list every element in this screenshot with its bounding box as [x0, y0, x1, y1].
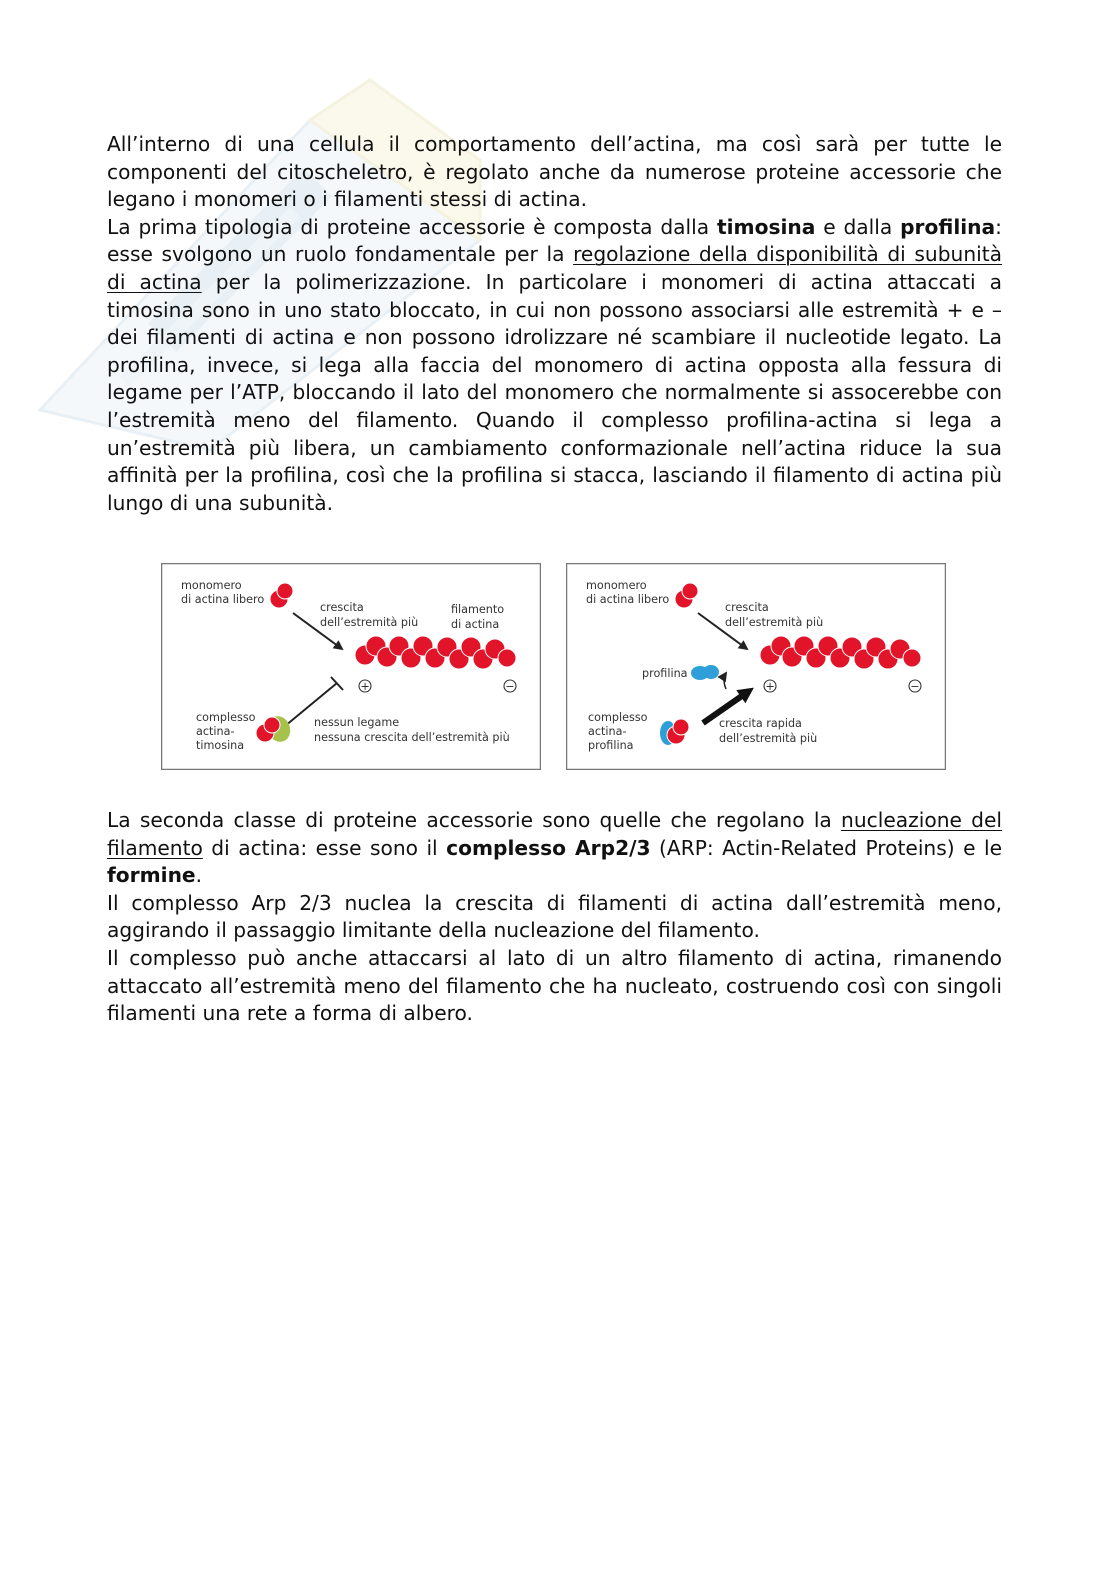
label-growth-1: crescita: [320, 601, 364, 614]
nucleation-paragraph-1: [107, 807, 1002, 890]
term-arp23: complesso Arp2/3: [446, 835, 651, 860]
label-complex-1: complesso: [588, 711, 648, 724]
intro-paragraph-2: [107, 214, 1002, 518]
label-nobind-1: nessun legame: [314, 716, 400, 729]
profilin-protein: [691, 665, 719, 680]
label-complex-3: timosina: [196, 739, 245, 752]
label-monomer-1: monomero: [181, 579, 242, 592]
label-filament-1: filamento: [451, 603, 505, 616]
plus-sign: +: [765, 680, 775, 693]
text-run: e dalla: [815, 214, 901, 239]
text-run: di actina: esse sono il: [202, 835, 447, 860]
label-complex-3: profilina: [588, 739, 634, 752]
intro-paragraph-1: All’interno di una cellula il comportamento dell’actina, ma così sarà per tutte le componenti del citoscheletro, è regolato anche da numerose proteine accessorie che legano i monomeri o i filamenti stessi di actina.: [107, 132, 1002, 212]
text-run: .: [195, 863, 203, 888]
nucleation-section: [107, 807, 1002, 1028]
label-complex-2: actina-: [588, 725, 627, 738]
text-run: La seconda classe di proteine accessorie sono quelle che regolano la: [107, 808, 842, 832]
text-run: La prima tipologia di proteine accessorie è composta dalla: [107, 214, 717, 239]
nucleation-paragraph-2: Il complesso Arp 2/3 nuclea la crescita di filamenti di actina dall’estremità meno, aggirando il passaggio limitante della nucleazione del filamento.: [107, 890, 1002, 943]
label-growth-1: crescita: [725, 601, 769, 614]
label-rapid-1: crescita rapida: [719, 717, 802, 730]
minus-sign: −: [505, 680, 515, 693]
plus-sign: +: [360, 680, 370, 693]
underlined-regolazione: regolazione della disponibilità di subunità di actina: [107, 242, 1003, 294]
nucleation-paragraph-3: Il complesso può anche attaccarsi al lato di un altro filamento di actina, rimanendo attaccato all’estremità meno del filamento che ha nucleato, costruendo così con singoli filamenti una rete a forma di albero.: [107, 945, 1002, 1026]
text-run: (ARP: Actin-Related Proteins) e le: [650, 835, 1002, 860]
label-monomer-2: di actina libero: [181, 593, 265, 606]
label-rapid-2: dell’estremità più: [719, 732, 818, 745]
term-formine: formine: [107, 863, 196, 888]
figure-thymosin: [161, 563, 541, 770]
minus-sign: −: [910, 680, 920, 693]
label-growth-2: dell’estremità più: [320, 616, 419, 629]
underlined-nucleazione: nucleazione del filamento: [107, 808, 1002, 860]
label-complex-2: actina-: [196, 725, 235, 738]
term-timosina: timosina: [716, 214, 816, 239]
label-filament-2: di actina: [451, 618, 500, 631]
label-growth-2: dell’estremità più: [725, 616, 824, 629]
label-complex-1: complesso: [196, 711, 256, 724]
label-nobind-2: nessuna crescita dell’estremità più: [314, 731, 510, 744]
text-run: per la polimerizzazione. In particolare i monomeri di actina attaccati a timosina sono in uno stato bloccato, in cui non possono associarsi alle estremità + e – dei filamenti di actina e non possono idrolizzare né scambiare il nucleotide legato. La profilina, invece, si lega alla faccia del monomero di actina opposta alla fessura di legame per l’ATP, bloccando il lato del monomero che normalmente si assocerebbe con l’estremità meno del filamento. Quando il complesso profilina-actina si lega a un’estremità più libera, un cambiamento conformazionale nell’actina riduce la sua affinità per la profilina, così che la profilina si stacca, lasciando il filamento di actina più lungo di una subunità.: [107, 269, 1003, 515]
label-monomer-1: monomero: [586, 579, 647, 592]
intro-section: [107, 131, 1002, 517]
text-run: : esse svolgono un ruolo fondamentale per la: [107, 214, 1002, 267]
label-profilin: profilina: [642, 667, 688, 680]
label-monomer-2: di actina libero: [586, 593, 670, 606]
term-profilina: profilina: [900, 214, 996, 239]
figure-profilin: [566, 563, 946, 770]
